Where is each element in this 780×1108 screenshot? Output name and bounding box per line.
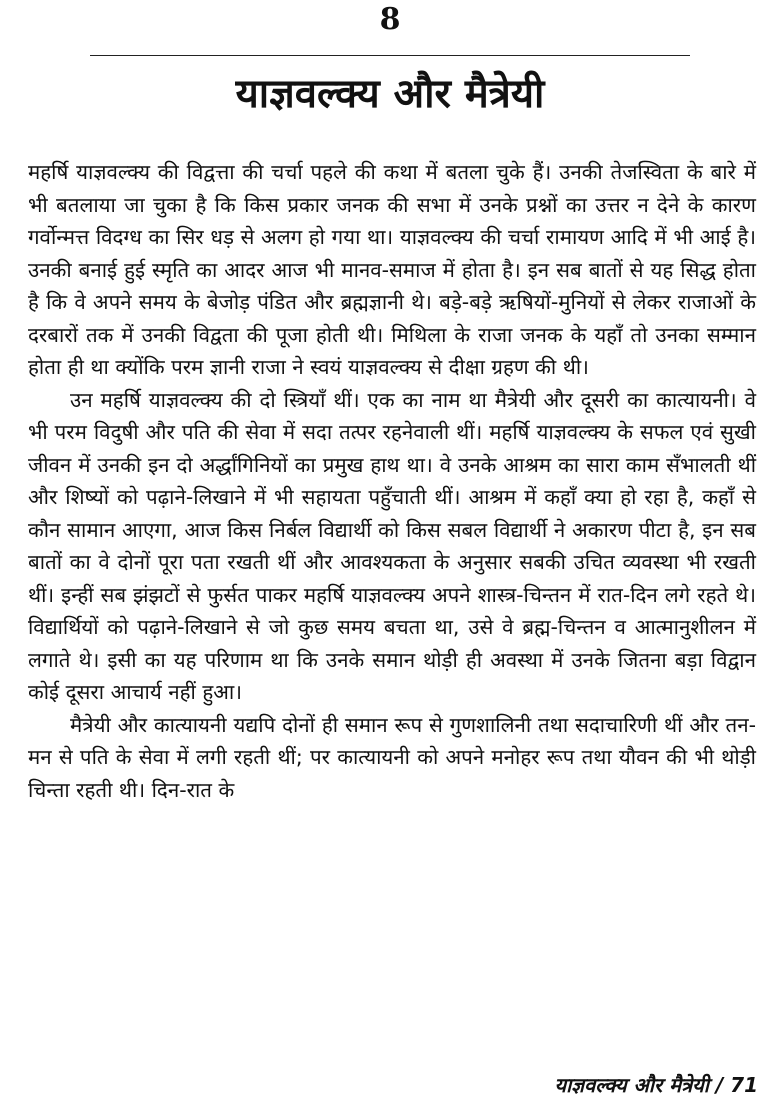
chapter-title: याज्ञवल्क्य और मैत्रेयी: [235, 71, 545, 117]
chapter-body: [28, 156, 756, 806]
footer-running-title: याज्ञवल्क्य और मैत्रेयी: [554, 1073, 709, 1097]
paragraph-2: उन महर्षि याज्ञवल्क्य की दो स्त्रियाँ थीं। एक का नाम था मैत्रेयी और दूसरी का कात्यायनी। वे भी परम विदुषी और पति की सेवा में सदा तत्पर रहनेवाली थीं। महर्षि याज्ञवल्क्य के सफल एवं सुखी जीवन में उनकी इन दो अर्द्धांगिनियों का प्रमुख हाथ था। वे उनके आश्रम का सारा काम सँभालती थीं और शिष्यों को पढ़ाने-लिखाने में भी सहायता पहुँचाती थीं। आश्रम में कहाँ क्या हो रहा है, कहाँ से कौन सामान आएगा, आज किस निर्बल विद्यार्थी को किस सबल विद्यार्थी ने अकारण पीटा है, इन सब बातों का वे दोनों पूरा पता रखती थीं और आवश्यकता के अनुसार सबकी उचित व्यवस्था भी रखती थीं। इन्हीं सब झंझटों से फुर्सत पाकर महर्षि याज्ञवल्क्य अपने शास्त्र-चिन्तन में रात-दिन लगे रहते थे। विद्यार्थियों को पढ़ाने-लिखाने से जो कुछ समय बचता था, उसे वे ब्रह्म-चिन्तन व आत्मानुशीलन में लगाते थे। इसी का यह परिणाम था कि उनके समान थोड़ी ही अवस्था में उनके जितना बड़ा विद्वान कोई दूसरा आचार्य नहीं हुआ।: [28, 387, 756, 704]
running-footer: [555, 1070, 758, 1100]
paragraph-1: महर्षि याज्ञवल्क्य की विद्वत्ता की चर्चा पहले की कथा में बतला चुके हैं। उनकी तेजस्विता के बारे में भी बतलाया जा चुका है कि किस प्रकार जनक की सभा में उनके प्रश्नों का उत्तर न देने के कारण गर्वोन्मत्त विदग्ध का सिर धड़ से अलग हो गया था। याज्ञवल्क्य की चर्चा रामायण आदि में भी आई है। उनकी बनाई हुई स्मृति का आदर आज भी मानव-समाज में होता है। इन सब बातों से यह सिद्ध होता है कि वे अपने समय के बेजोड़ पंडित और ब्रह्मज्ञानी थे। बड़े-बड़े ऋषियों-मुनियों से लेकर राजाओं के दरबारों तक में उनकी विद्वता की पूजा होती थी। मिथिला के राजा जनक के यहाँ तो उनका सम्मान होता ही था क्योंकि परम ज्ञानी राजा ने स्वयं याज्ञवल्क्य से दीक्षा ग्रहण की थी।: [28, 160, 756, 379]
page-number: 71: [730, 1073, 758, 1097]
chapter-number: 8: [379, 2, 401, 37]
header-rule: [90, 55, 690, 56]
paragraph-3: मैत्रेयी और कात्यायनी यद्यपि दोनों ही समान रूप से गुणशालिनी तथा सदाचारिणी थीं और तन-मन से पति के सेवा में लगी रहती थीं; पर कात्यायनी को अपने मनोहर रूप तथा यौवन की भी थोड़ी चिन्ता रहती थी। दिन-रात के: [28, 712, 756, 802]
footer-separator: /: [715, 1073, 724, 1097]
